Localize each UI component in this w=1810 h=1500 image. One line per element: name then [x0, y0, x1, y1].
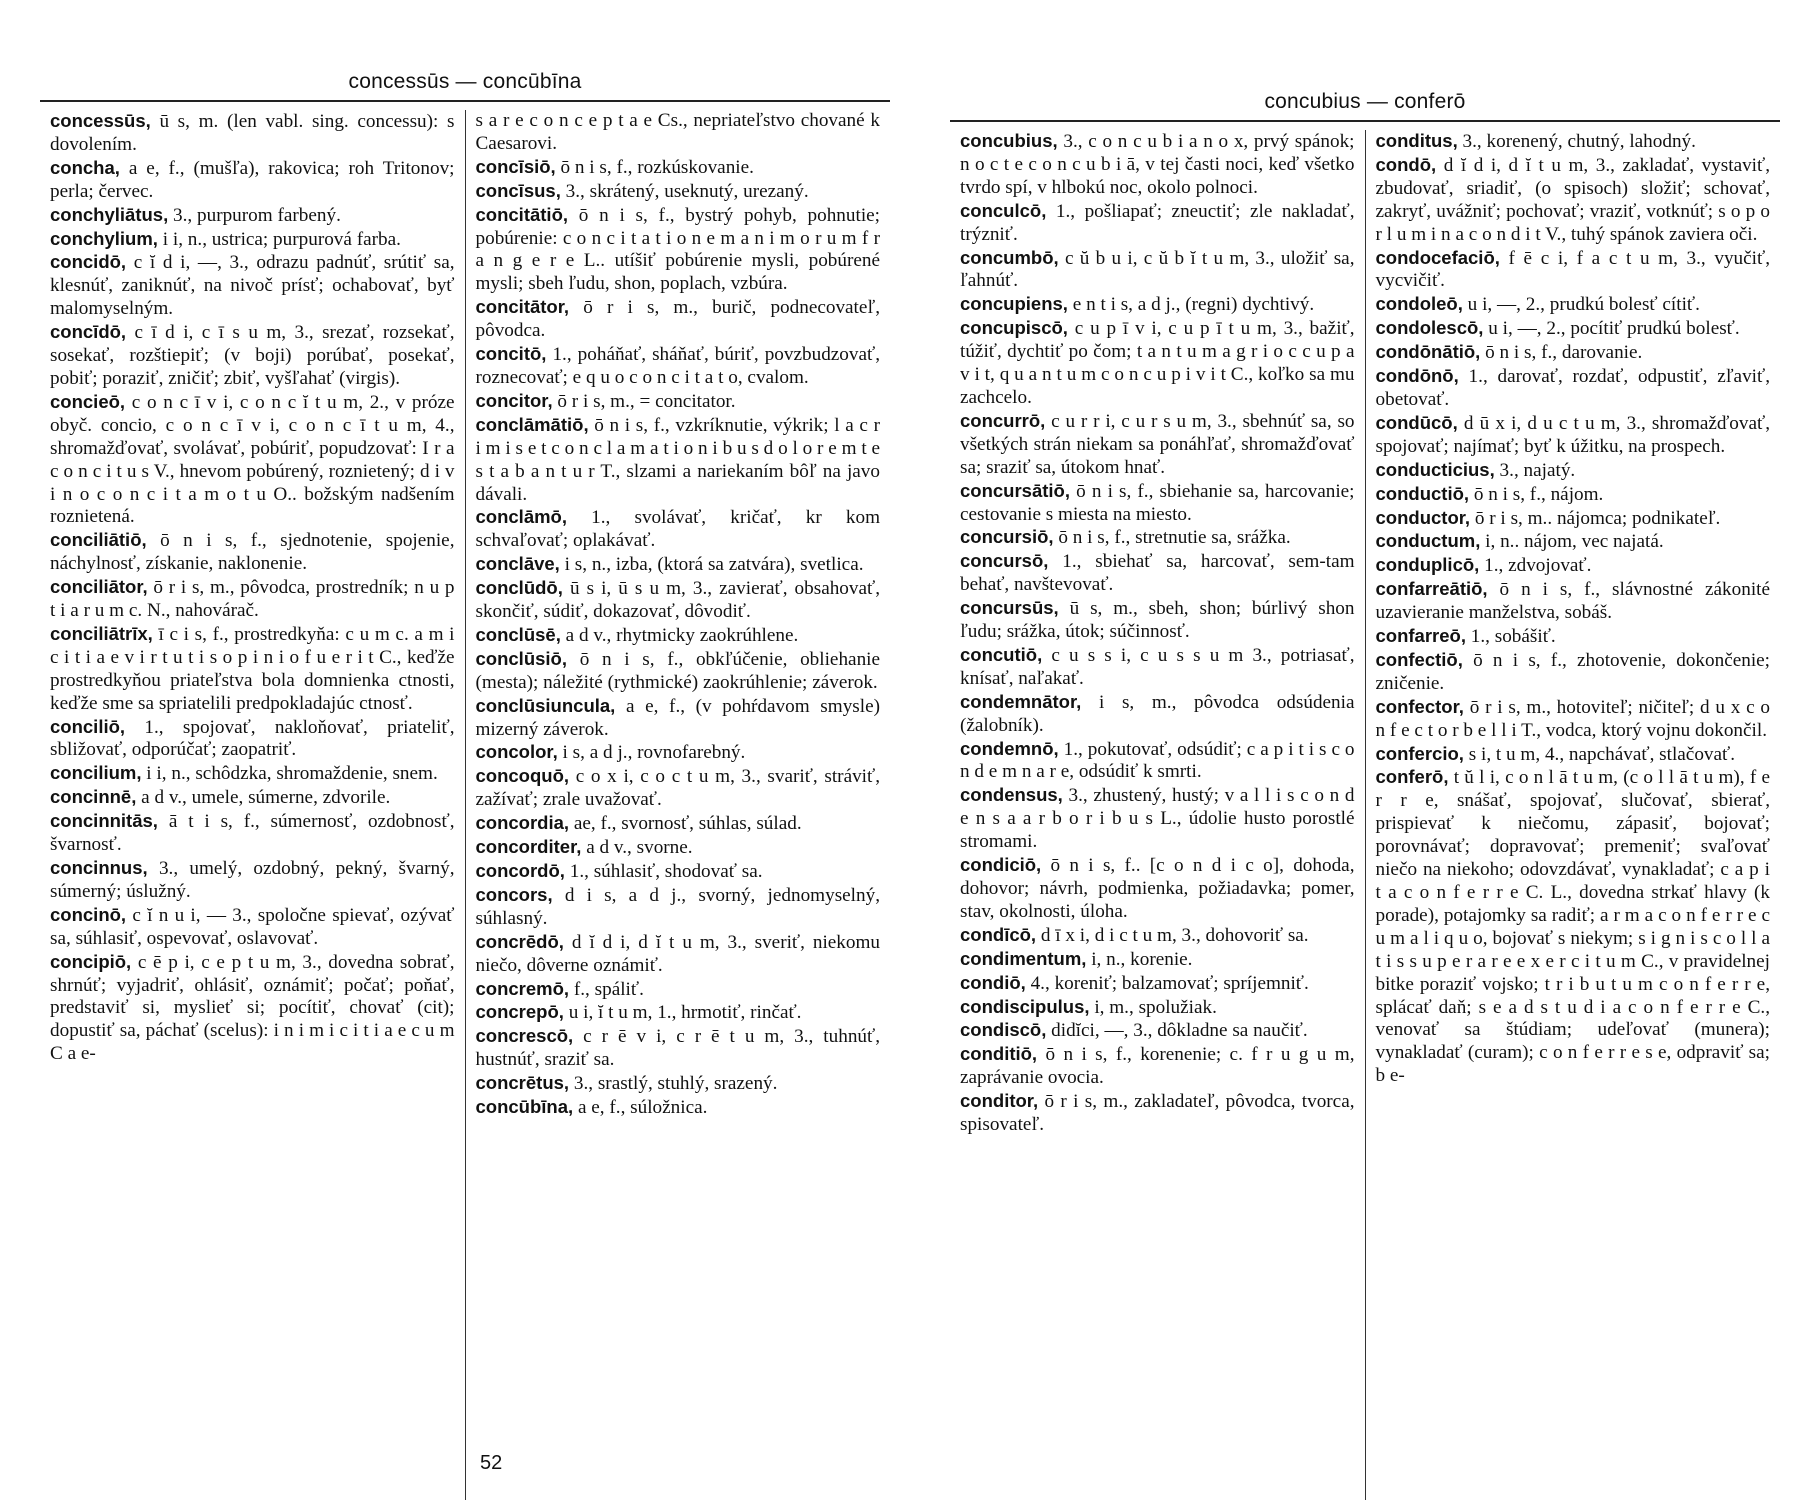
- definition: i i, n., ustrica; purpurová farba.: [162, 228, 401, 250]
- dictionary-entry: [960, 597, 1355, 644]
- dictionary-entry: [50, 228, 455, 252]
- definition: c u r r i, c u r s u m, 3., sbehnúť sa, so všetkých strán niekam sa ponáhľať, shromažďovať sa; sraziť sa, útokom hnať.: [960, 410, 1355, 478]
- dictionary-entry: [50, 204, 455, 228]
- definition: u i, —, 2., pocítiť prudkú bolesť.: [1488, 318, 1740, 340]
- definition: i s, a d j., rovnofarebný.: [562, 742, 746, 764]
- dictionary-entry: [1376, 766, 1771, 1088]
- definition: ō n i s, f., bystrý pohyb, pohnutie; pobúrenie: c o n c i t a t i o n e m a n i m o r u m f r a n g e r e L.. utíšiť pobúrenie mysli, pobúrené mysli; sbeh ľudu, shon, poplach, vzbúra.: [475, 204, 880, 295]
- dictionary-entry: [1376, 578, 1771, 625]
- running-head: concessūs — concūbīna: [348, 70, 582, 93]
- definition: a e, f., súložnica.: [577, 1097, 708, 1119]
- dictionary-entry: [960, 691, 1355, 738]
- headword: conditiō,: [960, 1043, 1038, 1065]
- definition: c ĭ n u i, — 3., spoločne spievať, ozývať sa, súhlasiť, ospevovať, oslavovať.: [50, 904, 455, 949]
- definition: c u s s i, c u s s u m 3., potriasať, knísať, naľakať.: [960, 644, 1355, 689]
- headword: conchyliātus,: [50, 203, 169, 225]
- dictionary-entry: [476, 156, 881, 180]
- headword: condiscō,: [960, 1019, 1047, 1041]
- headword: concutiō,: [960, 643, 1043, 665]
- definition: a d v., svorne.: [586, 837, 693, 859]
- definition: ō r i s, m., hotoviteľ; ničiteľ; d u x c o n f e c t o r b e l l i T., vodca, ktorý vojnu dokončil.: [1375, 696, 1770, 741]
- definition: 1., sobášiť.: [1470, 626, 1556, 648]
- dictionary-column: [465, 110, 891, 1500]
- dictionary-entry: [50, 157, 455, 204]
- headword: concumbō,: [960, 246, 1059, 268]
- headword: conclūsiuncula,: [475, 694, 616, 716]
- headword: confercio,: [1375, 742, 1464, 764]
- headword: conditus,: [1375, 130, 1458, 151]
- headword: conculcō,: [960, 199, 1047, 221]
- dictionary-entry: [960, 293, 1355, 317]
- dictionary-entry: [476, 1001, 881, 1025]
- dictionary-entry: [1376, 649, 1771, 696]
- dictionary-entry: [476, 553, 881, 577]
- dictionary-entry: [50, 951, 455, 1067]
- definition: c o n c ī v i, c o n c ĭ t u m, 2., v próze obyč. concio, c o n c ī v i, c o n c ī t u m, 4., shromažďovať, svolávať, pobúriť, popudzovať: I r a c o n c i t u s V., hnevom pobúrený, roznietený; d i v i n o c o n c i t a m o t u O.. božským nadšením roznietená.: [50, 391, 455, 528]
- definition: a e, f., (mušľa), rakovica; roh Tritonov; perla; červec.: [50, 157, 455, 202]
- dictionary-entry: [50, 391, 455, 529]
- dictionary-entry: [1376, 412, 1771, 459]
- definition: i s, n., izba, (ktorá sa zatvára), svetlica.: [564, 554, 864, 576]
- definition: 1., darovať, rozdať, odpustiť, zľaviť, obetovať.: [1375, 366, 1770, 410]
- dictionary-entry: [476, 110, 881, 156]
- headword: conciliātor,: [50, 576, 148, 598]
- dictionary-entry: [1376, 625, 1771, 649]
- definition: ō n i s, f., zhotovenie, dokončenie; zničenie.: [1375, 649, 1771, 694]
- definition: s a r e c o n c e p t a e Cs., nepriateľstvo chované k Caesarovi.: [475, 110, 880, 154]
- headword: concitō,: [475, 343, 547, 365]
- headword: concupiscō,: [960, 317, 1068, 339]
- headword: conclūsē,: [475, 623, 561, 645]
- definition: a e, f., (v pohŕdavom smysle) mizerný záverok.: [475, 695, 880, 740]
- dictionary-entry: [476, 812, 881, 836]
- definition: 3., srastlý, stuhlý, srazený.: [573, 1073, 778, 1095]
- headword: conduplicō,: [1375, 554, 1480, 576]
- definition: ō n i s, f., rozkúskovanie.: [560, 156, 754, 178]
- definition: f., spáliť.: [573, 978, 644, 1000]
- definition: 1., svolávať, kričať, kr kom schvaľovať; oplakávať.: [475, 507, 880, 552]
- definition: ō n i s, f., korenenie; c. f r u g u m, zaprávanie ovocia.: [960, 1044, 1355, 1089]
- dictionary-entry: [960, 854, 1355, 924]
- headword: conclūsiō,: [475, 647, 567, 669]
- definition: ū s i, ū s u m, 3., zavierať, obsahovať, skončiť, súdiť, dokazovať, dôvodiť.: [475, 578, 881, 623]
- headword: condemnō,: [960, 737, 1059, 759]
- definition: 1., spojovať, nakloňovať, priateliť, sbližovať, odporúčať; zaopatriť.: [50, 716, 455, 761]
- headword: concorditer,: [475, 836, 582, 858]
- definition: ō r i s, m., burič, podnecovateľ, pôvodca.: [475, 297, 880, 342]
- dictionary-entry: [476, 1072, 881, 1096]
- dictionary-entry: [1376, 317, 1771, 341]
- headword: concīsiō,: [475, 155, 556, 177]
- headword: confarreō,: [1375, 625, 1466, 647]
- dictionary-entry: [960, 1019, 1355, 1043]
- definition: e n t i s, a d j., (regni) dychtivý.: [1072, 294, 1315, 316]
- definition: didĭci, —, 3., dôkladne sa naučiť.: [1051, 1020, 1308, 1042]
- headword: concitor,: [475, 389, 553, 411]
- headword: concurrō,: [960, 409, 1046, 431]
- definition: ō n i s, f., stretnutie sa, srážka.: [1058, 527, 1291, 549]
- definition: i i, n., schôdzka, shromaždenie, snem.: [146, 763, 438, 785]
- dictionary-entry: [1376, 554, 1771, 578]
- definition: i, m., spolužiak.: [1094, 996, 1217, 1018]
- definition: u i, ĭ t u m, 1., hrmotiť, rinčať.: [568, 1002, 802, 1024]
- dictionary-entry: [476, 884, 881, 931]
- dictionary-entry: [476, 390, 881, 414]
- dictionary-entry: [50, 716, 455, 763]
- definition: 3., purpurom farbený.: [173, 204, 341, 226]
- headword: conciliō,: [50, 715, 126, 737]
- dictionary-entry: [960, 526, 1355, 550]
- definition: 3., umelý, ozdobný, pekný, švarný, súmerný; úslužný.: [50, 858, 455, 902]
- dictionary-entry: [1376, 247, 1771, 294]
- headword: condemnātor,: [960, 690, 1082, 712]
- dictionary-entry: [960, 972, 1355, 996]
- dictionary-entry: [1376, 483, 1771, 507]
- headword: condensus,: [960, 784, 1063, 806]
- headword: condiscipulus,: [960, 995, 1090, 1017]
- dictionary-entry: [476, 577, 881, 624]
- dictionary-entry: [476, 741, 881, 765]
- headword: concursātiō,: [960, 479, 1070, 501]
- definition: 4., koreniť; balzamovať; spríjemniť.: [1030, 972, 1309, 994]
- headword: confectiō,: [1375, 648, 1463, 670]
- definition: u i, —, 2., prudkú bolesť cítiť.: [1467, 294, 1700, 316]
- dictionary-entry: [476, 1096, 881, 1120]
- headword: concūbīna,: [475, 1096, 574, 1118]
- dictionary-entry: [960, 1043, 1355, 1090]
- definition: 1., poháňať, sháňať, búriť, povzbudzovať, roznecovať; e q u o c o n c i t a t o, cvalom.: [475, 344, 881, 388]
- dictionary-entry: [476, 204, 881, 297]
- dictionary-entry: [50, 529, 455, 576]
- headword: concinnē,: [50, 786, 137, 808]
- headword: concrepō,: [475, 1001, 564, 1023]
- definition: c r ē v i, c r ē t u m, 3., tuhnúť, hustnúť, sraziť sa.: [475, 1026, 880, 1071]
- definition: t ŭ l i, c o n l ā t u m, (c o l l ā t u m), f e r r e, snášať, spojovať, slučovať, sbierať, prispievať k niečomu, zápasiť, bojovať; porovnávať; dopravovať; premeniť; svaľovať niečo na niekoho; odovzdávať, vynakladať; c a p i t a c o n f e r r e C. L., dovedna strkať hlavy (k porade), potajomky sa radiť; a r m a c o n f e r r e c u m a l i q u o, bojovať s niekym; s i g n i s c o l l a t i s s u p e r a r e e x e r c i t u m C., v pravidelnej bitke poraziť vojsko; t r i b u t u m c o n f e r r e, splácať daň; s e a d s t u d i a c o n f e r r e C., venovať sa štúdiam; udeľovať (munera); vynakladať (curam); c o n f e r r e s e, odpraviť sa; b e-: [1375, 767, 1771, 1087]
- definition: a d v., umele, súmerne, zdvorile.: [141, 787, 391, 809]
- definition: 3., skrátený, useknutý, urezaný.: [565, 180, 809, 202]
- dictionary-entry: [50, 251, 455, 321]
- dictionary-entry: [960, 480, 1355, 527]
- headword: confector,: [1375, 695, 1464, 717]
- definition: d ĭ d i, d ĭ t u m, 3., zakladať, vystaviť, zbudovať, sriadiť, (o spisoch) složiť; schovať, zakryť, uvážniť; pochovať; vraziť, votknúť; s o p o r l u m i n a c o n d i t V., tuhý spánok zaviera oči.: [1375, 154, 1771, 245]
- headword: condiciō,: [960, 854, 1042, 876]
- dictionary-entry: [1376, 293, 1771, 317]
- dictionary-entry: [50, 786, 455, 810]
- headword: concilium,: [50, 762, 142, 784]
- headword: concinnus,: [50, 857, 148, 878]
- definition: d i s, a d j., svorný, jednomyselný, súhlasný.: [475, 884, 881, 929]
- headword: concrēdō,: [475, 930, 564, 952]
- dictionary-entry: [960, 784, 1355, 854]
- headword: confarreātiō,: [1375, 578, 1488, 600]
- definition: 3., c o n c u b i a n o x, prvý spánok; n o c t e c o n c u b i ā, v tej časti noci, keď všetko tvrdo spí, v hlbokú noc, okolo polnoci.: [960, 131, 1355, 198]
- two-column-body: [950, 130, 1780, 1500]
- headword: condolescō,: [1375, 317, 1484, 339]
- definition: 3., korenený, chutný, lahodný.: [1462, 131, 1696, 152]
- dictionary-entry: [50, 857, 455, 904]
- dictionary-entry: [50, 904, 455, 951]
- dictionary-column: [950, 130, 1365, 1500]
- dictionary-entry: [960, 924, 1355, 948]
- definition: a d v., rhytmicky zaokrúhlene.: [565, 624, 799, 646]
- definition: d ĭ d i, d ĭ t u m, 3., sveriť, niekomu niečo, dôverne oznámiť.: [475, 931, 881, 976]
- dictionary-entry: [50, 110, 455, 157]
- headword: concrescō,: [475, 1025, 574, 1047]
- right-page: [950, 0, 1780, 1500]
- definition: 1., zdvojovať.: [1484, 555, 1592, 577]
- dictionary-entry: [1376, 530, 1771, 554]
- dictionary-entry: [476, 648, 881, 695]
- headword: conditor,: [960, 1090, 1039, 1112]
- dictionary-entry: [960, 644, 1355, 691]
- definition: c ē p i, c e p t u m, 3., dovedna sobrať, shrnúť; vyjadriť, ohlásiť, oznámiť; počať; poňať, predstaviť si, myslieť si; pocítiť, chovať (cit); dopustiť sa, páchať (scelus): i n i m i c i t i a e c u m C a e-: [50, 951, 455, 1065]
- headword: concinnitās,: [50, 810, 158, 832]
- header-rule: [40, 100, 890, 102]
- headword: conclāmātiō,: [475, 413, 589, 435]
- headword: condōnātiō,: [1375, 341, 1481, 363]
- dictionary-entry: [1376, 341, 1771, 365]
- headword: concubius,: [960, 130, 1058, 151]
- dictionary-entry: [50, 623, 455, 716]
- headword: concolor,: [475, 741, 558, 763]
- dictionary-entry: [476, 978, 881, 1002]
- definition: ū s, m. (len vabl. sing. concessu): s dovolením.: [50, 111, 455, 155]
- definition: 3., najatý.: [1499, 459, 1576, 481]
- definition: 1., pošliapať; zneuctiť; zle nakladať, trýzniť.: [960, 200, 1355, 245]
- dictionary-entry: [1376, 459, 1771, 483]
- definition: ō n i s, f., sjednotenie, spojenie, náchylnosť, získanie, naklonenie.: [50, 530, 455, 575]
- dictionary-entry: [50, 810, 455, 857]
- definition: ū s, m., sbeh, shon; búrlivý shon ľudu; srážka, útok; súčinnosť.: [960, 598, 1355, 643]
- dictionary-entry: [960, 1090, 1355, 1137]
- dictionary-entry: [476, 180, 881, 204]
- dictionary-entry: [476, 1025, 881, 1072]
- left-page: [40, 0, 890, 1500]
- dictionary-entry: [960, 317, 1355, 410]
- headword: condīcō,: [960, 923, 1037, 945]
- headword: concursūs,: [960, 597, 1059, 619]
- definition: ō r i s, m., = concitator.: [557, 390, 736, 412]
- definition: c ī d i, c ī s u m, 3., srezať, rozsekať, sosekať, rozštiepiť; (v boji) porúbať, posekať, pobiť; poraziť, zničiť; zbiť, vyšľahať (virgis).: [50, 322, 455, 389]
- definition: i, n., korenie.: [1091, 948, 1193, 970]
- headword: conciliātrīx,: [50, 622, 153, 644]
- headword: conclāmō,: [475, 506, 567, 528]
- dictionary-entry: [1376, 696, 1771, 743]
- headword: concessūs,: [50, 110, 151, 131]
- headword: concīsus,: [475, 179, 561, 201]
- dictionary-entry: [476, 343, 881, 390]
- headword: concrētus,: [475, 1072, 570, 1094]
- definition: c ŭ b u i, c ŭ b ĭ t u m, 3., uložiť sa, ľahnúť.: [960, 247, 1355, 292]
- dictionary-entry: [960, 410, 1355, 480]
- dictionary-entry: [1376, 507, 1771, 531]
- two-column-body: [40, 110, 890, 1500]
- definition: 1., pokutovať, odsúdiť; c a p i t i s c o n d e m n a r e, odsúdiť k smrti.: [960, 738, 1355, 783]
- dictionary-entry: [476, 624, 881, 648]
- dictionary-column: [1365, 130, 1781, 1500]
- headword: conclūdō,: [475, 577, 563, 599]
- definition: d ī x i, d i c t u m, 3., dohovoriť sa.: [1040, 924, 1309, 946]
- definition: ō n i s, f., slávnostné zákonité uzavieranie manželstva, sobáš.: [1375, 579, 1770, 624]
- definition: c u p ī v i, c u p ī t u m, 3., bažiť, túžiť, dychtiť po čom; t a n t u m a g r i o c c u p a v i t, q u a n t u m c o n c u p i v i t C., koľko sa mu zachcelo.: [960, 318, 1355, 408]
- dictionary-entry: [960, 996, 1355, 1020]
- dictionary-entry: [50, 762, 455, 786]
- definition: ō r i s, m.. nájomca; podnikateľ.: [1474, 507, 1721, 529]
- dictionary-entry: [1376, 154, 1771, 247]
- headword: condoleō,: [1375, 293, 1463, 315]
- definition: ā t i s, f., súmernosť, ozdobnosť, švarnosť.: [50, 811, 455, 856]
- dictionary-entry: [960, 130, 1355, 200]
- definition: 1., sbiehať sa, harcovať, sem-tam behať, navštevovať.: [960, 551, 1355, 596]
- dictionary-entry: [476, 860, 881, 884]
- headword: conductum,: [1375, 530, 1481, 552]
- definition: c ĭ d i, —, 3., odrazu padnúť, srútiť sa, klesnúť, zaniknúť, na nivoč prísť; ochabovať, byť malomyselným.: [50, 252, 455, 320]
- dictionary-entry: [960, 200, 1355, 247]
- headword: conductiō,: [1375, 482, 1470, 504]
- headword: concursiō,: [960, 526, 1054, 548]
- dictionary-entry: [960, 247, 1355, 294]
- definition: i s, m., pôvodca odsúdenia (žalobník).: [960, 691, 1355, 736]
- headword: conductor,: [1375, 506, 1471, 528]
- headword: conciliātiō,: [50, 529, 147, 551]
- dictionary-entry: [476, 414, 881, 507]
- headword: concoquō,: [475, 765, 570, 787]
- headword: condō,: [1375, 153, 1437, 175]
- headword: concinō,: [50, 903, 127, 925]
- headword: concordia,: [475, 812, 570, 834]
- definition: d ū x i, d u c t u m, 3., shromažďovať, spojovať; najímať; byť k úžitku, na prospech.: [1375, 412, 1771, 457]
- definition: s i, t u m, 4., napchávať, stlačovať.: [1468, 743, 1736, 765]
- headword: concipiō,: [50, 950, 132, 972]
- running-head: concubius — conferō: [1264, 90, 1466, 113]
- definition: 1., súhlasiť, shodovať sa.: [569, 861, 763, 882]
- dictionary-entry: [50, 321, 455, 391]
- definition: ō n i s, f., nájom.: [1473, 483, 1604, 505]
- headword: conclāve,: [475, 553, 560, 575]
- headword: condiō,: [960, 971, 1026, 993]
- headword: conducticius,: [1375, 458, 1495, 480]
- headword: condūcō,: [1375, 411, 1458, 433]
- definition: ō n i s, f., vzkríknutie, výkrik; l a c r i m i s e t c o n c l a m a t i o n i b u s d o l o r e m t e s t a b a n t u r T., slzami a nariekaním bôľ na javo dávali.: [475, 414, 880, 505]
- dictionary-entry: [476, 836, 881, 860]
- definition: 3., zhustený, hustý; v a l l i s c o n d e n s a a r b o r i b u s L., údolie husto porostlé stromami.: [960, 785, 1355, 853]
- headword: condimentum,: [960, 947, 1087, 969]
- dictionary-entry: [476, 765, 881, 812]
- dictionary-entry: [960, 948, 1355, 972]
- dictionary-entry: [1376, 365, 1771, 412]
- headword: concors,: [475, 883, 553, 905]
- headword: concremō,: [475, 977, 570, 999]
- dictionary-entry: [476, 695, 881, 742]
- definition: ō n i s, f., sbiehanie sa, harcovanie; cestovanie s miesta na miesto.: [960, 480, 1355, 525]
- definition: ō n i s, f., obkľúčenie, obliehanie (mesta); náležité (rythmické) zaokrúhlenie; záverok.: [475, 648, 881, 693]
- headword: condōnō,: [1375, 365, 1459, 387]
- headword: conchylium,: [50, 227, 158, 249]
- definition: ō r i s, m., pôvodca, prostredník; n u p t i a r u m c. N., nahovárač.: [50, 577, 455, 622]
- headword: concitātor,: [475, 296, 570, 318]
- headword: concīdō,: [50, 321, 127, 343]
- headword: concha,: [50, 156, 120, 178]
- definition: ō r i s, m., zakladateľ, pôvodca, tvorca, spisovateľ.: [960, 1091, 1355, 1136]
- definition: ō n i s, f.. [c o n d i c o], dohoda, dohovor; návrh, podmienka, požiadavka; pomer, stav, okolnosti, úloha.: [960, 855, 1355, 922]
- headword: concieō,: [50, 390, 126, 412]
- headword: concupiens,: [960, 293, 1068, 315]
- dictionary-entry: [1376, 743, 1771, 767]
- headword: concidō,: [50, 251, 127, 273]
- dictionary-entry: [50, 576, 455, 623]
- dictionary-entry: [476, 296, 881, 343]
- headword: conferō,: [1375, 766, 1449, 788]
- dictionary-entry: [476, 506, 881, 553]
- dictionary-entry: [960, 550, 1355, 597]
- headword: concursō,: [960, 550, 1049, 572]
- definition: f ē c i, f a c t u m, 3., vyučiť, vycvičiť.: [1375, 247, 1770, 292]
- dictionary-column: [40, 110, 465, 1500]
- page-number: 52: [480, 1452, 503, 1474]
- definition: ō n i s, f., darovanie.: [1485, 342, 1643, 364]
- dictionary-entry: [960, 738, 1355, 785]
- definition: i, n.. nájom, vec najatá.: [1485, 531, 1664, 553]
- headword: concordō,: [475, 860, 565, 881]
- dictionary-entry: [476, 931, 881, 978]
- headword: concitātiō,: [475, 203, 569, 225]
- headword: condocefaciō,: [1375, 246, 1500, 268]
- definition: ae, f., svornosť, súhlas, súlad.: [573, 813, 802, 835]
- definition: c o x i, c o c t u m, 3., svariť, stráviť, zažívať; zrale uvažovať.: [475, 766, 881, 811]
- header-rule: [950, 120, 1780, 122]
- definition: ī c i s, f., prostredkyňa: c u m c. a m i c i t i a e v i r t u t i s o p i n i o f u e r i t C., keďže prostredkyňou priateľstva bola domnienka ctnosti, keďže sme sa spriatelili predpokladajúc ctnosť.: [50, 623, 455, 714]
- dictionary-entry: [1376, 130, 1771, 154]
